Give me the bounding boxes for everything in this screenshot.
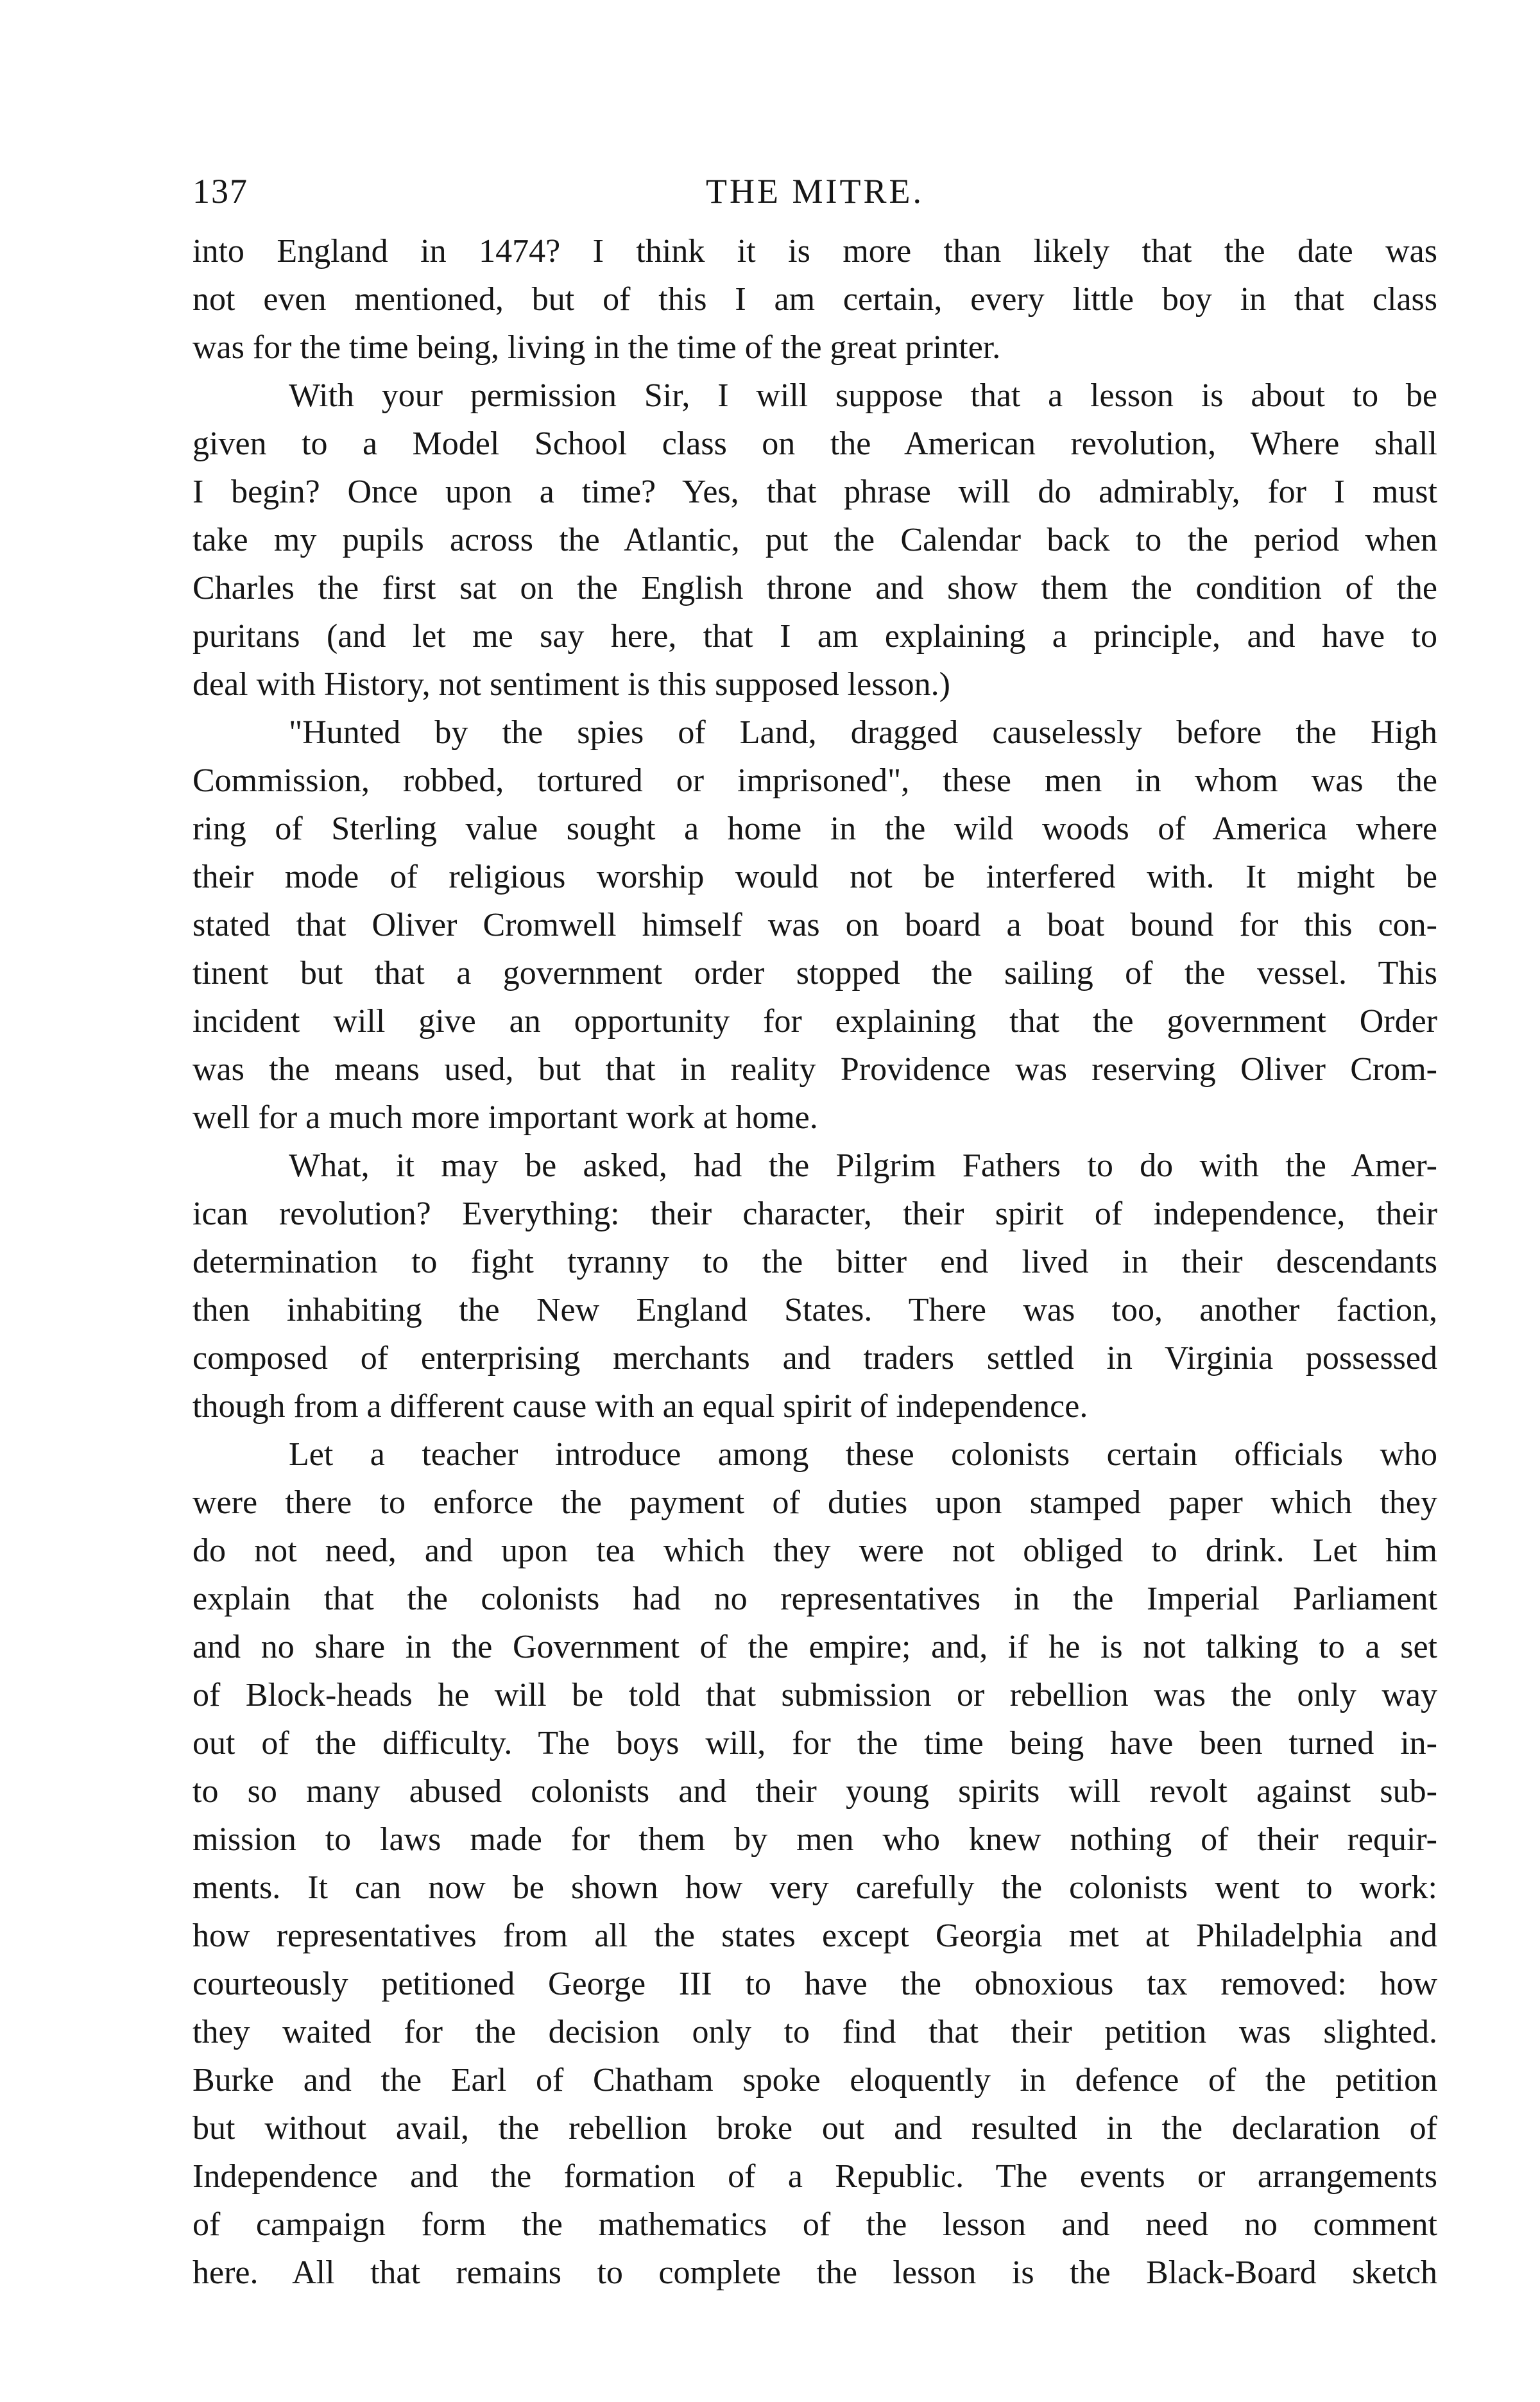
text-line: but without avail, the rebellion broke out and resulted in the declaration of [193, 2110, 1437, 2147]
text-line: they waited for the decision only to find that their petition was slighted. [193, 2014, 1437, 2050]
running-head-title: THE MITRE. [706, 172, 924, 210]
text-line: of Block-heads he will be told that submission or rebellion was the only way [193, 1677, 1437, 1713]
text-line: With your permission Sir, I will suppose that a lesson is about to be [289, 377, 1437, 414]
text-line: Independence and the formation of a Republic. The events or arrangements [193, 2158, 1437, 2195]
text-line: tinent but that a government order stopped the sailing of the vessel. This [193, 955, 1437, 991]
text-line: though from a different cause with an equal spirit of independence. [193, 1388, 1088, 1425]
text-line: Charles the first sat on the English throne and show them the condition of the [193, 570, 1437, 606]
text-line: mission to laws made for them by men who knew nothing of their requir- [193, 1821, 1437, 1858]
text-line: was for the time being, living in the time of the great printer. [193, 329, 1001, 366]
text-line: given to a Model School class on the American revolution, Where shall [193, 425, 1437, 462]
text-line: ican revolution? Everything: their character, their spirit of independence, their [193, 1196, 1437, 1232]
text-line: ring of Sterling value sought a home in the wild woods of America where [193, 811, 1437, 847]
text-line: not even mentioned, but of this I am certain, every little boy in that class [193, 281, 1437, 318]
text-line: take my pupils across the Atlantic, put the Calendar back to the period when [193, 522, 1437, 558]
text-line: their mode of religious worship would not be interfered with. It might be [193, 859, 1437, 895]
text-line: Let a teacher introduce among these colonists certain officials who [289, 1436, 1437, 1473]
text-line: explain that the colonists had no representatives in the Imperial Parliament [193, 1581, 1437, 1617]
text-line: of campaign form the mathematics of the lesson and need no comment [193, 2206, 1437, 2243]
text-line: ments. It can now be shown how very carefully the colonists went to work: [193, 1869, 1437, 1906]
text-line: to so many abused colonists and their young spirits will revolt against sub- [193, 1773, 1437, 1810]
text-line: well for a much more important work at home. [193, 1099, 818, 1136]
text-line: Commission, robbed, tortured or imprisoned", these men in whom was the [193, 762, 1437, 799]
text-line: I begin? Once upon a time? Yes, that phrase will do admirably, for I must [193, 474, 1437, 510]
text-line: was the means used, but that in reality Providence was reserving Oliver Crom- [193, 1051, 1437, 1088]
text-line: stated that Oliver Cromwell himself was on board a boat bound for this con- [193, 907, 1437, 943]
text-line: Burke and the Earl of Chatham spoke eloquently in defence of the petition [193, 2062, 1437, 2098]
text-line: determination to fight tyranny to the bitter end lived in their descendants [193, 1244, 1437, 1280]
text-line: deal with History, not sentiment is this supposed lesson.) [193, 666, 950, 703]
text-line: composed of enterprising merchants and traders settled in Virginia possessed [193, 1340, 1437, 1377]
text-line: incident will give an opportunity for explaining that the government Order [193, 1003, 1437, 1040]
page-number: 137 [193, 172, 248, 210]
text-line: how representatives from all the states except Georgia met at Philadelphia and [193, 1917, 1437, 1954]
text-line: were there to enforce the payment of duties upon stamped paper which they [193, 1484, 1437, 1521]
text-line: What, it may be asked, had the Pilgrim Fathers to do with the Amer- [289, 1147, 1437, 1184]
page-header [193, 166, 1437, 217]
text-line: here. All that remains to complete the lesson is the Black-Board sketch [193, 2254, 1437, 2291]
body-text [193, 227, 1437, 2297]
text-line: courteously petitioned George III to have the obnoxious tax removed: how [193, 1966, 1437, 2002]
text-line: "Hunted by the spies of Land, dragged causelessly before the High [289, 714, 1437, 751]
text-line: then inhabiting the New England States. There was too, another faction, [193, 1292, 1437, 1328]
text-line: puritans (and let me say here, that I am explaining a principle, and have to [193, 618, 1437, 655]
text-line: out of the difficulty. The boys will, for the time being have been turned in- [193, 1725, 1437, 1762]
text-line: and no share in the Government of the empire; and, if he is not talking to a set [193, 1629, 1437, 1665]
text-line: into England in 1474? I think it is more than likely that the date was [193, 233, 1437, 270]
text-line: do not need, and upon tea which they were not obliged to drink. Let him [193, 1532, 1437, 1569]
